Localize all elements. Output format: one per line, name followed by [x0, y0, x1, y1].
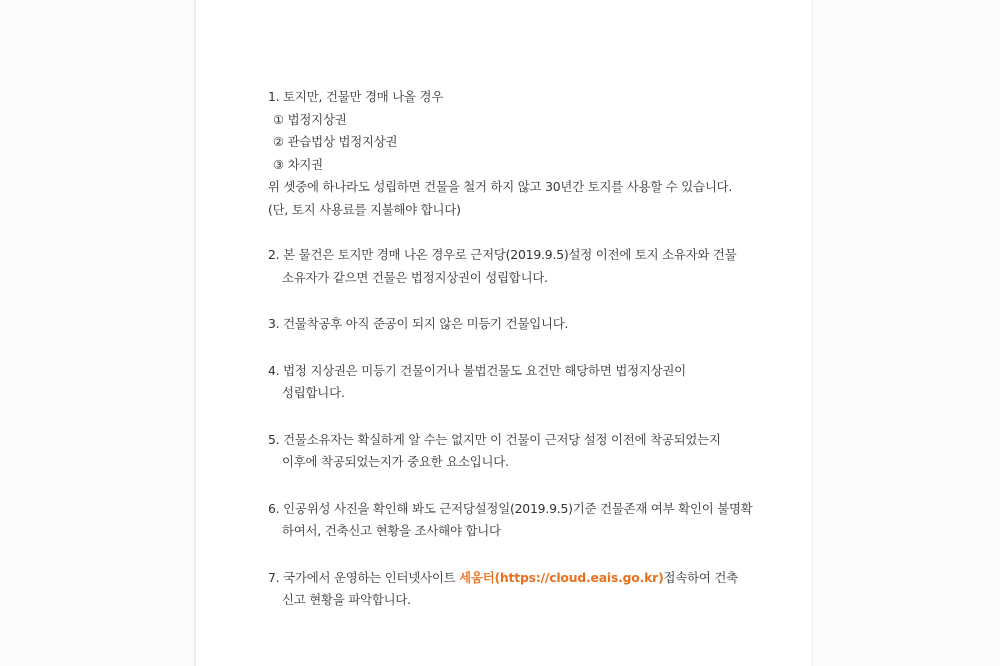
item-4-line-2: 성립합니다. — [282, 385, 345, 400]
item-6-line-1: 6. 인공위성 사진을 확인해 봐도 근저당설정일(2019.9.5)기준 건물존재 여부 확인이 불명확 — [268, 500, 753, 516]
item-1-sub-1: ① 법정지상권 — [273, 111, 347, 127]
spacer — [268, 336, 768, 360]
item-1-line-1: 위 셋중에 하나라도 성립하면 건물을 철거 하지 않고 30년간 토지를 사용할 수 있습니다. — [268, 179, 733, 194]
spacer — [268, 543, 768, 567]
document-content — [268, 86, 768, 612]
seumteo-link[interactable]: 세움터(https://cloud.eais.go.kr) — [459, 569, 664, 585]
item-7-line-1 — [268, 567, 768, 590]
item-7-line-2: 신고 현황을 파악합니다. — [282, 592, 411, 607]
item-5-line-2: 이후에 착공되었는지가 중요한 요소입니다. — [282, 454, 509, 469]
spacer — [268, 289, 768, 313]
item-2-line-1: 2. 본 물건은 토지만 경매 나온 경우로 근저당(2019.9.5)설정 이전에 토지 소유자와 건물 — [268, 247, 737, 262]
item-3-line-1: 3. 건물착공후 아직 준공이 되지 않은 미등기 건물입니다. — [268, 316, 569, 331]
item-7-text-before-link: 7. 국가에서 운영하는 인터넷사이트 — [268, 569, 460, 585]
item-7-text-after-link: 접속하여 건축 — [663, 569, 738, 585]
item-1-sub-3: ③ 차지권 — [273, 156, 323, 172]
item-2-line-2: 소유자가 같으면 건물은 법정지상권이 성립합니다. — [282, 269, 548, 285]
item-1-line-2: (단, 토지 사용료를 지불해야 합니다) — [268, 201, 461, 217]
item-6-line-2: 하여서, 건축신고 현황을 조사해야 합니다 — [282, 523, 501, 538]
item-1-title: 1. 토지만, 건물만 경매 나올 경우 — [268, 89, 444, 104]
item-1-sub-2: ② 관습법상 법정지상권 — [273, 134, 398, 149]
spacer — [268, 474, 768, 498]
spacer — [268, 221, 768, 244]
item-4-line-1: 4. 법정 지상권은 미등기 건물이거나 불법건물도 요건만 해당하면 법정지상권이 — [268, 362, 686, 378]
item-5-line-1: 5. 건물소유자는 확실하게 알 수는 없지만 이 건물이 근저당 설정 이전에 착공되었는지 — [268, 431, 721, 447]
spacer — [268, 405, 768, 429]
